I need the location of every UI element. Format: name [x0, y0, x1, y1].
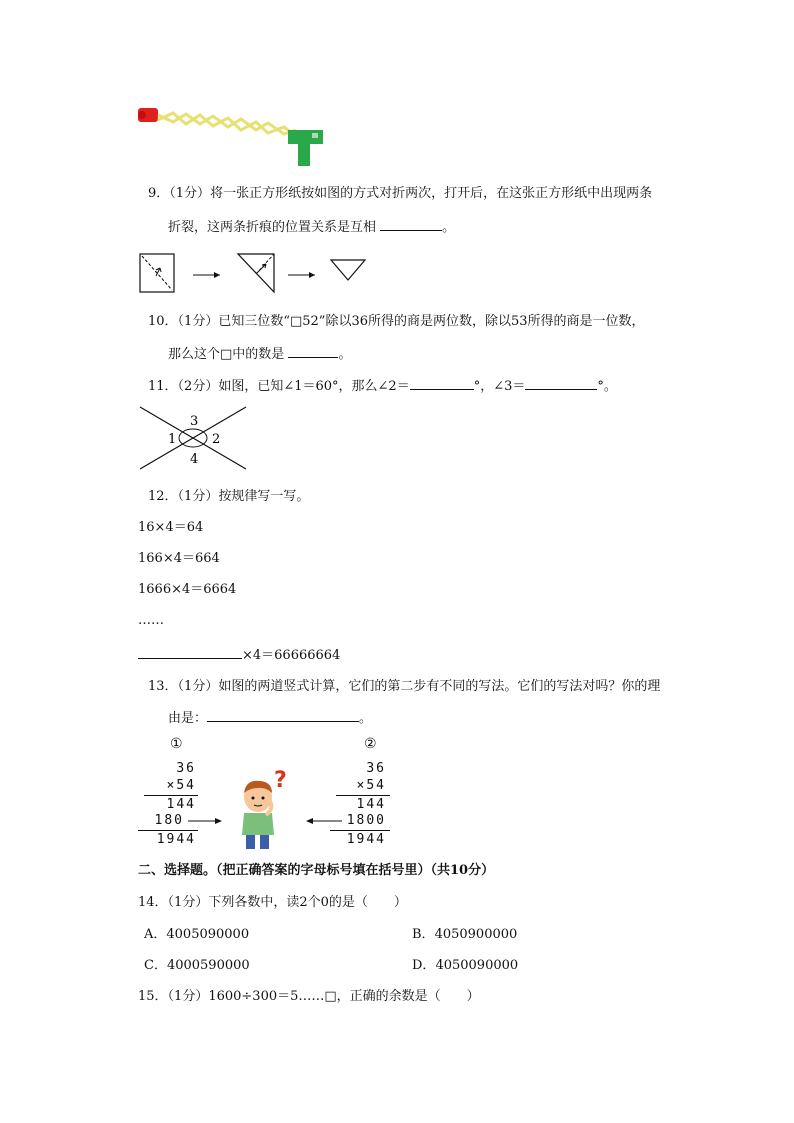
q13-text-2: 由是：: [168, 711, 208, 726]
calc2-row-4: 1800: [346, 813, 386, 828]
q11-angle3-blank[interactable]: [525, 376, 597, 390]
q9-number: 9．: [148, 186, 170, 201]
question-mark-icon: ?: [274, 768, 287, 793]
q12-answer-blank[interactable]: [138, 645, 242, 659]
q12-pattern-3: 1666×4＝6664: [138, 582, 237, 597]
calc1-label: ①: [170, 736, 185, 752]
q13-number: 13．: [148, 679, 178, 694]
q9-answer-blank[interactable]: [380, 217, 442, 231]
q12-number: 12．: [148, 489, 178, 504]
q12-pattern-2: 166×4＝664: [138, 551, 220, 566]
q13-line-1: [148, 678, 660, 696]
angle-label-4: 4: [190, 452, 199, 467]
q14-option-b[interactable]: [412, 926, 517, 944]
section-2-title: 二、选择题。（把正确答案的字母标号填在括号里）（共10分）: [138, 863, 495, 878]
calc1-row-3: 144: [166, 797, 196, 812]
angle-label-1: 1: [168, 432, 177, 447]
calc2-row-5: 1944: [346, 832, 386, 847]
q11-score: （2分）: [177, 379, 219, 394]
q15-score: （1分）: [167, 989, 209, 1004]
calc1-row-5: 1944: [156, 832, 196, 847]
q15-text: 1600÷300＝5……□，正确的余数是（ ）: [208, 989, 480, 1004]
calc2-row-3: 144: [356, 797, 386, 812]
q12-last: ×4＝66666664: [242, 648, 341, 663]
q11-line: [148, 376, 617, 396]
q13-line-2: 由是： 。: [168, 708, 372, 728]
q12-ellipsis: ……: [138, 613, 164, 628]
q12-pattern-1: 16×4＝64: [138, 520, 204, 535]
q10-number: 10．: [148, 314, 178, 329]
option-value: 4050090000: [435, 958, 519, 973]
q13-answer-blank[interactable]: [207, 708, 359, 722]
q11-text-a: 如图，已知∠1＝60°，那么∠2＝: [218, 379, 410, 394]
q10-score: （1分）: [177, 314, 219, 329]
option-label: A．: [144, 927, 167, 942]
option-label: C．: [144, 958, 167, 973]
calc2-row-2: ×54: [356, 778, 386, 793]
q11-text-c: °。: [597, 379, 617, 394]
option-value: 4050900000: [434, 927, 518, 942]
option-value: 4000590000: [166, 958, 250, 973]
q12-text: 按规律写一写。: [218, 489, 310, 504]
q14-number: 14．: [138, 895, 168, 910]
q10-text-1: 已知三位数“□52”除以36所得的商是两位数，除以53所得的商是一位数，: [218, 314, 645, 329]
q12-line: [148, 488, 309, 506]
q14-score: （1分）: [167, 895, 209, 910]
option-label: D．: [412, 958, 436, 973]
q14-text: 下列各数中，读2个0的是（ ）: [208, 895, 407, 910]
q15-line: [138, 988, 480, 1006]
q13-score: （1分）: [177, 679, 219, 694]
q11-text-b: °，∠3＝: [473, 379, 526, 394]
q12-score: （1分）: [177, 489, 219, 504]
calc1-row-1: 36: [176, 761, 196, 776]
q14-option-a[interactable]: [144, 926, 249, 944]
q13-text-1: 如图的两道竖式计算，它们的第二步有不同的写法。它们的写法对吗？你的理: [218, 679, 661, 694]
q9-text-2: 折裂，这两条折痕的位置关系是互相: [168, 220, 377, 235]
calc2-row-1: 36: [366, 761, 386, 776]
toy-grabber-illustration: [138, 100, 328, 170]
calc2-rule-1: [336, 795, 390, 796]
q14-option-d[interactable]: [412, 957, 518, 975]
q10-line-1: [148, 313, 645, 331]
q10-answer-blank[interactable]: [288, 344, 338, 358]
q10-line-2: 那么这个□中的数是 。: [168, 344, 351, 364]
calc2-label: ②: [364, 736, 379, 752]
q9-line-1: [148, 185, 652, 203]
q11-angle-diagram: [138, 405, 248, 471]
q11-angle2-blank[interactable]: [410, 376, 474, 390]
thinking-boy-illustration: [236, 769, 296, 851]
q13-figure: [136, 733, 398, 851]
q9-score: （1分）: [169, 186, 211, 201]
calc1-row-2: ×54: [166, 778, 196, 793]
option-label: B．: [412, 927, 435, 942]
calc2-rule-2: [330, 830, 390, 831]
q11-number: 11．: [148, 379, 178, 394]
q12-answer-line: [138, 645, 340, 665]
q14-option-c[interactable]: [144, 957, 250, 975]
q14-line: [138, 894, 407, 912]
calc1-row-4: 180: [154, 813, 184, 828]
q9-text-1: 将一张正方形纸按如图的方式对折两次，打开后，在这张正方形纸中出现两条: [210, 186, 653, 201]
angle-label-2: 2: [212, 432, 221, 447]
q15-number: 15．: [138, 989, 168, 1004]
option-value: 4005090000: [166, 927, 250, 942]
q9-folding-diagram: [138, 250, 368, 296]
angle-label-3: 3: [190, 414, 199, 429]
q9-line-2: 折裂，这两条折痕的位置关系是互相 。: [168, 217, 455, 237]
q10-text-2: 那么这个□中的数是: [168, 347, 285, 362]
